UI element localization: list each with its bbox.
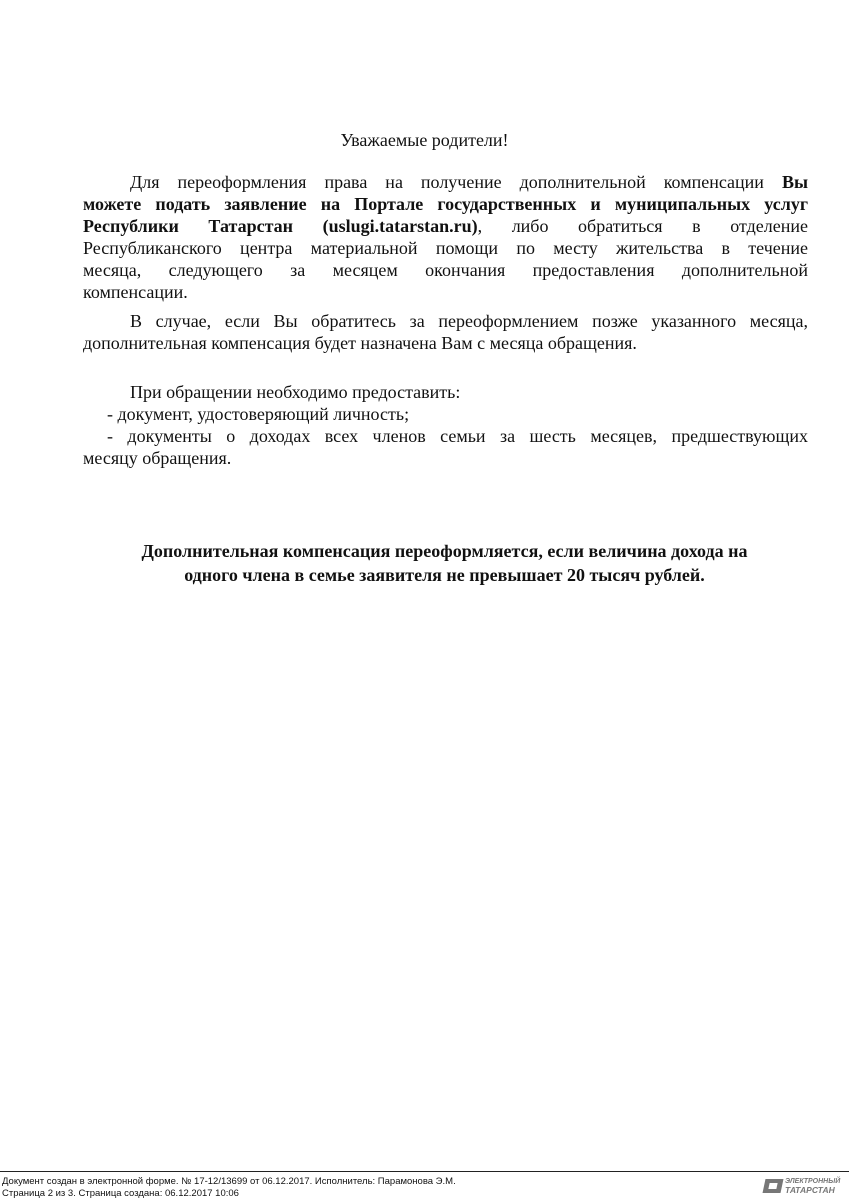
notice-line2: одного члена в семье заявителя не превышает 20 тысяч рублей.: [184, 565, 705, 585]
paragraph1-line5: месяца, следующего за месяцем окончания предоставления дополнительной: [83, 260, 808, 280]
paragraph1-line1: [130, 171, 808, 193]
requirement-item-2: - документы о доходах всех членов семьи за шесть месяцев, предшествующих: [107, 426, 808, 446]
text: , либо обратиться в отделение: [477, 216, 808, 236]
paragraph2-line1: В случае, если Вы обратитесь за переоформлением позже указанного месяца,: [130, 311, 808, 331]
footer-document-info: Документ создан в электронной форме. № 17-12/13699 от 06.12.2017. Исполнитель: Парамонова Э.М.: [2, 1176, 456, 1187]
paragraph1-line3: [83, 215, 808, 237]
footer-page-info: Страница 2 из 3. Страница создана: 06.12.2017 10:06: [2, 1188, 239, 1199]
logo-icon: [763, 1179, 784, 1193]
logo-text: [785, 1178, 840, 1194]
bold-text: Вы: [781, 172, 808, 192]
paragraph2-line2: дополнительная компенсация будет назначена Вам с месяца обращения.: [83, 333, 637, 353]
logo-bottom-text: ТАТАРСТАН: [785, 1185, 835, 1195]
greeting-title: Уважаемые родители!: [340, 130, 509, 150]
portal-link-text: Республики Татарстан (uslugi.tatarstan.ru): [83, 216, 478, 236]
footer-divider: [0, 1171, 849, 1172]
requirements-intro: При обращении необходимо предоставить:: [130, 382, 461, 402]
requirement-item-2-cont: месяцу обращения.: [83, 448, 232, 468]
logo-top-text: ЭЛЕКТРОННЫЙ: [785, 1178, 841, 1185]
notice-line1: Дополнительная компенсация переоформляется, если величина дохода на: [141, 541, 748, 561]
paragraph1-line2: можете подать заявление на Портале государственных и муниципальных услуг: [83, 194, 808, 214]
paragraph1-line4: Республиканского центра материальной помощи по месту жительства в течение: [83, 238, 808, 258]
paragraph1-line6: компенсации.: [83, 282, 188, 302]
requirement-item-1: - документ, удостоверяющий личность;: [107, 404, 410, 424]
electronic-tatarstan-logo: [764, 1176, 844, 1196]
text: Для переоформления права на получение дополнительной компенсации: [130, 172, 764, 192]
